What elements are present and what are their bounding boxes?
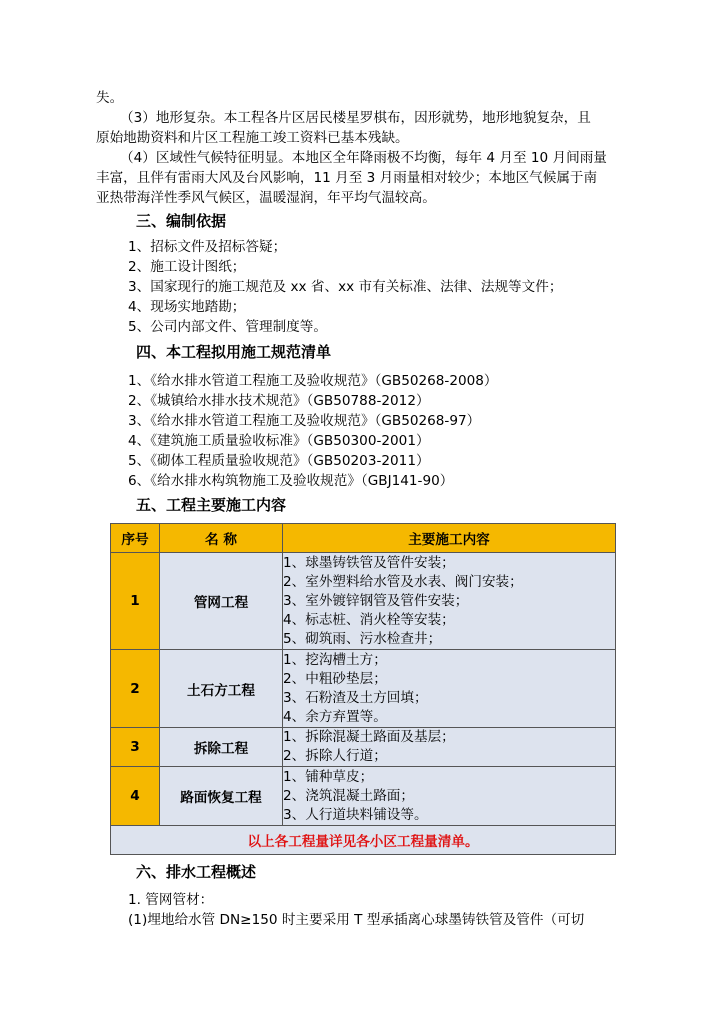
content-item: 1、拆除混凝土路面及基层； xyxy=(283,729,455,745)
table-note-row xyxy=(111,826,616,855)
content-item: 1、球墨铸铁管及管件安装； xyxy=(283,554,455,571)
intro-line-4: （4）区域性气候特征明显。本地区全年降雨极不均衡，每年 4 月至 10 月间雨量 xyxy=(120,150,607,166)
table-row xyxy=(111,553,616,650)
section-6-heading: 六、排水工程概述 xyxy=(136,863,257,881)
work-content-table xyxy=(110,523,616,855)
row-name: 土石方工程 xyxy=(160,650,283,728)
section-6-subheading: 1. 管网管材： xyxy=(128,892,214,908)
section-4-item: 5、《砌体工程质量验收规范》（GB50203-2011） xyxy=(128,453,430,469)
content-item: 2、拆除人行道； xyxy=(283,748,387,764)
header-cell-name: 名 称 xyxy=(160,524,283,553)
section-3-item: 2、施工设计图纸； xyxy=(128,259,246,275)
row-number: 3 xyxy=(111,728,160,767)
section-4-item: 2、《城镇给水排水技术规范》（GB50788-2012） xyxy=(128,393,430,409)
header-cell-content: 主要施工内容 xyxy=(283,524,616,553)
row-content xyxy=(283,553,616,650)
row-number: 4 xyxy=(111,767,160,826)
section-3-item: 4、现场实地踏勘； xyxy=(128,299,246,315)
section-3-item: 3、国家现行的施工规范及 xx 省、xx 市有关标准、法律、法规等文件； xyxy=(128,279,563,295)
intro-line-1: 失。 xyxy=(96,90,124,106)
content-item: 2、浇筑混凝土路面； xyxy=(283,787,414,804)
intro-line-3: 原始地勘资料和片区工程施工竣工资料已基本残缺。 xyxy=(96,130,409,146)
content-item: 1、铺种草皮； xyxy=(283,768,374,785)
table-row xyxy=(111,767,616,826)
section-4-heading: 四、本工程拟用施工规范清单 xyxy=(136,343,332,361)
table-row xyxy=(111,728,616,767)
content-item: 3、石粉渣及土方回填； xyxy=(283,689,428,706)
content-item: 2、中粗砂垫层； xyxy=(283,670,387,687)
content-item: 2、室外塑料给水管及水表、阀门安装； xyxy=(283,573,523,590)
section-4-item: 6、《给水排水构筑物施工及验收规范》（GBJ141-90） xyxy=(128,473,454,489)
section-5-heading: 五、工程主要施工内容 xyxy=(136,496,287,514)
section-6-line: (1)埋地给水管 DN≥150 时主要采用 T 型承插离心球墨铸铁管及管件（可切 xyxy=(128,912,585,928)
section-3-heading: 三、编制依据 xyxy=(136,212,227,230)
row-name: 路面恢复工程 xyxy=(160,767,283,826)
section-3-item: 1、招标文件及招标答疑； xyxy=(128,239,287,255)
row-content xyxy=(283,728,616,767)
row-name: 拆除工程 xyxy=(160,728,283,767)
content-item: 3、人行道块料铺设等。 xyxy=(283,806,428,823)
header-cell-number: 序号 xyxy=(111,524,160,553)
content-item: 1、挖沟槽土方； xyxy=(283,651,387,668)
section-4-item: 4、《建筑施工质量验收标准》（GB50300-2001） xyxy=(128,433,430,449)
row-content xyxy=(283,650,616,728)
table-note: 以上各工程量详见各小区工程量清单。 xyxy=(111,826,616,855)
intro-line-6: 亚热带海洋性季风气候区，温暖湿润，年平均气温较高。 xyxy=(96,190,436,206)
row-name: 管网工程 xyxy=(160,553,283,650)
intro-line-2: （3）地形复杂。本工程各片区居民楼星罗棋布，因形就势，地形地貌复杂，且 xyxy=(120,110,591,126)
content-item: 3、室外镀锌钢管及管件安装； xyxy=(283,592,469,609)
intro-line-5: 丰富，且伴有雷雨大风及台风影响，11 月至 3 月雨量相对较少；本地区气候属于南 xyxy=(96,170,598,186)
content-item: 5、砌筑雨、污水检查井； xyxy=(283,630,442,647)
section-3-item: 5、公司内部文件、管理制度等。 xyxy=(128,319,327,335)
table-header-row xyxy=(111,524,616,553)
section-4-item: 1、《给水排水管道工程施工及验收规范》（GB50268-2008） xyxy=(128,373,498,389)
table-row xyxy=(111,650,616,728)
row-content xyxy=(283,767,616,826)
content-item: 4、标志桩、消火栓等安装； xyxy=(283,611,455,628)
row-number: 2 xyxy=(111,650,160,728)
section-4-item: 3、《给水排水管道工程施工及验收规范》（GB50268-97） xyxy=(128,413,481,429)
content-item: 4、余方弃置等。 xyxy=(283,708,387,725)
row-number: 1 xyxy=(111,553,160,650)
